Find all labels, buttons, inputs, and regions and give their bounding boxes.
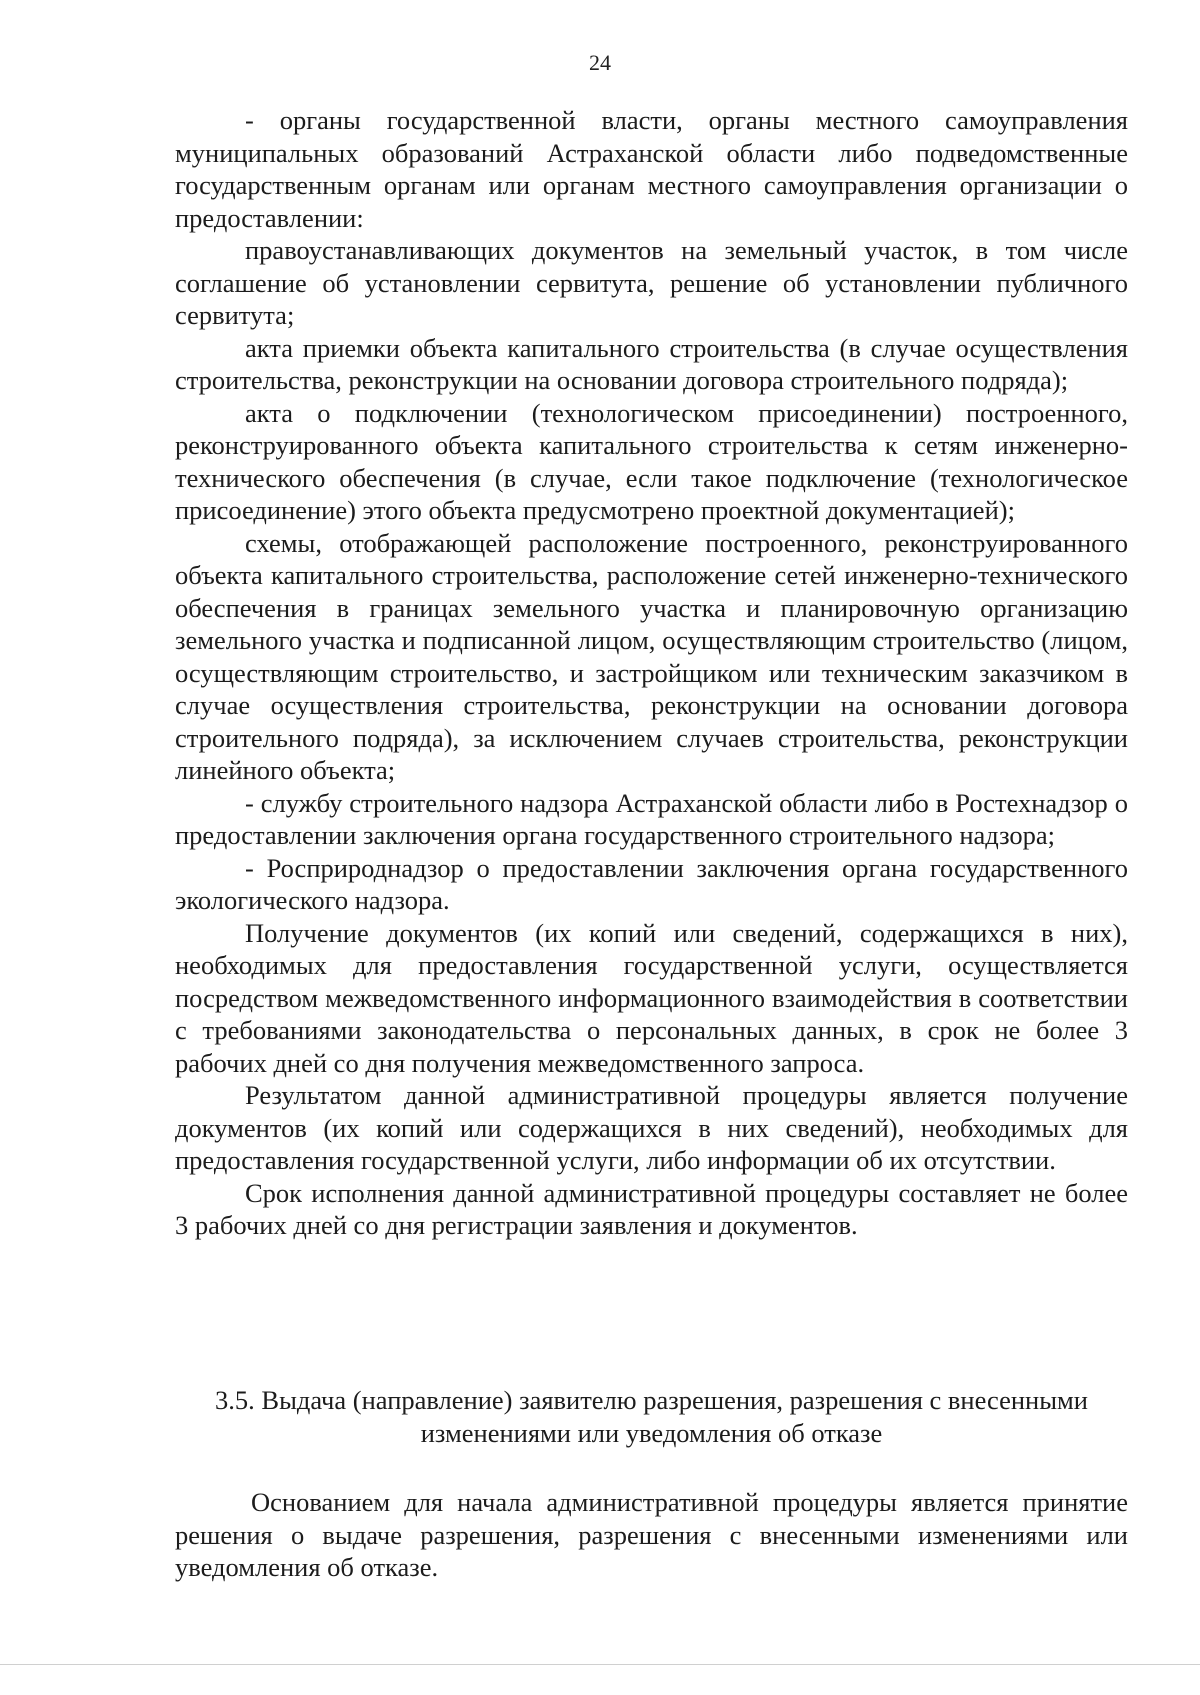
paragraph-scheme: схемы, отображающей расположение построенного, реконструированного объекта капитального строительства, расположение сетей инженерно-технического обеспечения в границах земельного участка и планировочную организацию земельного участка и подписанной лицом, осуществляющим строительство (лицом, осуществляющим строительство, и застройщиком или техническим заказчиком в случае осуществления строительства, реконструкции на основании договора строительного подряда), за исключением случаев строительства, реконструкции линейного объекта; [175,527,1128,785]
paragraph-connection-act: акта о подключении (технологическом присоединении) построенного, реконструированного объекта капитального строительства к сетям инженерно-технического обеспечения (в случае, если такое подключение (технологическое присоединение) этого объекта предусмотрено проектной документацией); [175,397,1128,525]
section-body-text [175,1486,1128,1584]
section-heading-line-1: 3.5. Выдача (направление) заявителю разрешения, разрешения с внесенными [215,1385,1088,1415]
body-text [175,104,1128,1242]
page-number: 24 [589,50,611,75]
paragraph-procedure-term: Срок исполнения данной административной процедуры составляет не более 3 рабочих дней со дня регистрации заявления и документов. [175,1177,1128,1240]
section-heading [175,1384,1128,1449]
paragraph-obtaining-documents: Получение документов (их копий или сведений, содержащихся в них), необходимых для предоставления государственной услуги, осуществляется посредством межведомственного информационного взаимодействия в соответствии с требованиями законодательства о персональных данных, в срок не более 3 рабочих дней со дня получения межведомственного запроса. [175,917,1128,1078]
scan-edge-line [0,1664,1200,1665]
paragraph-land-documents: правоустанавливающих документов на земельный участок, в том числе соглашение об установлении сервитута, решение об установлении публичного сервитута; [175,235,1128,330]
paragraph-ecological-supervision: - Росприроднадзор о предоставлении заключения органа государственного экологического надзора. [175,852,1128,915]
paragraph-procedure-basis: Основанием для начала административной процедуры является принятие решения о выдаче разрешения, разрешения с внесенными изменениями или уведомления об отказе. [175,1487,1128,1582]
paragraph-construction-supervision: - службу строительного надзора Астраханской области либо в Ростехнадзор о предоставлении заключения органа государственного строительного надзора; [175,787,1128,850]
paragraph-procedure-result: Результатом данной административной процедуры является получение документов (их копий или содержащихся в них сведений), необходимых для предоставления государственной услуги, либо информации об их отсутствии. [175,1080,1128,1175]
paragraph-authorities: - органы государственной власти, органы местного самоуправления муниципальных образований Астраханской области либо подведомственные государственным органам или органам местного самоуправления организации о предоставлении: [175,105,1128,233]
paragraph-acceptance-act: акта приемки объекта капитального строительства (в случае осуществления строительства, реконструкции на основании договора строительного подряда); [175,332,1128,395]
section-heading-line-2: изменениями или уведомления об отказе [420,1417,883,1448]
